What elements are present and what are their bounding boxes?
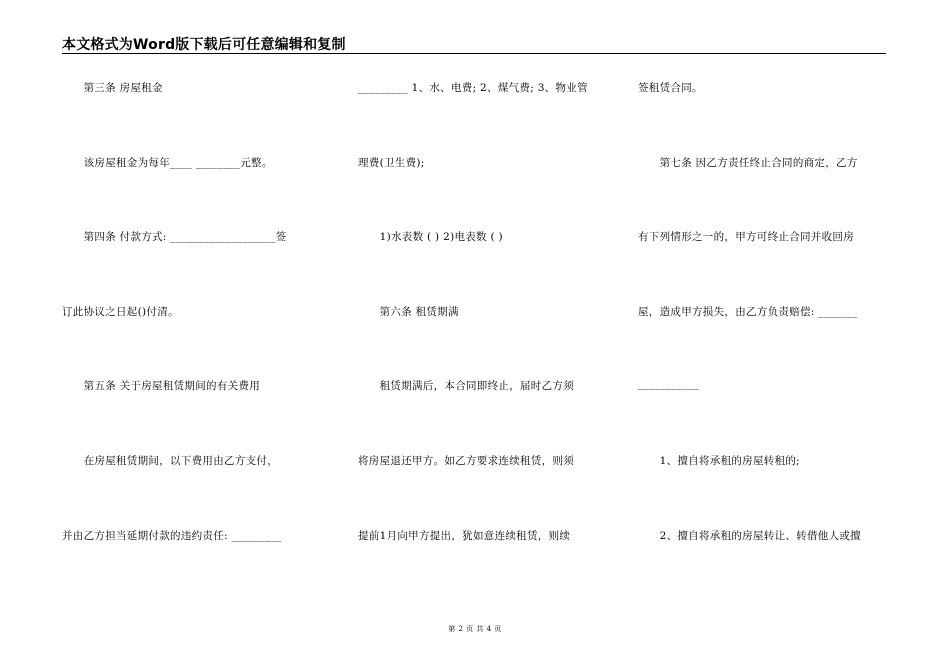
column-2-line-6: 将房屋退还甲方。如乙方要求连续租赁，则须 [358, 455, 574, 467]
column-3-line-3: 有下列情形之一的，甲方可终止合同并收回房 [638, 231, 854, 243]
column-1-line-1: 第三条 房屋租金 [62, 82, 163, 94]
column-3-line-2: 第七条 因乙方责任终止合同的商定，乙方 [638, 157, 858, 169]
column-2-line-3: 1)水表数 ( ) 2)电表数 ( ) [358, 231, 503, 243]
column-1-line-6: 在房屋租赁期间，以下费用由乙方支付， [62, 455, 278, 467]
header-divider [62, 53, 886, 54]
column-3-line-7: 2、擅自将承租的房屋转让、转借他人或擅 [638, 530, 861, 542]
column-2-line-2: 理费(卫生费); [358, 157, 425, 169]
column-1-line-4: 订此协议之日起()付清。 [62, 306, 179, 318]
column-3-line-4: 屋，造成甲方损失，由乙方负责赔偿: _______ [638, 306, 858, 318]
column-1-line-3: 第四条 付款方式: ___________________签 [62, 231, 287, 243]
column-2-line-1: _________ 1、水、电费; 2、煤气费; 3、物业管 [358, 82, 588, 94]
column-3-line-5: ___________ [638, 378, 700, 390]
column-1-line-2: 该房屋租金为每年____ ________元整。 [62, 157, 273, 169]
column-2-line-4: 第六条 租赁期满 [358, 306, 459, 318]
column-3-line-1: 签租赁合同。 [638, 82, 703, 94]
column-3-line-6: 1、擅自将承租的房屋转租的; [638, 455, 801, 467]
column-1-line-7: 并由乙方担当延期付款的违约责任: _________ [62, 530, 282, 542]
column-1-line-5: 第五条 关于房屋租赁期间的有关费用 [62, 380, 261, 392]
document-header-title: 本文格式为Word版下载后可任意编辑和复制 [62, 37, 346, 53]
column-2-line-5: 租赁期满后，本合同即终止，届时乙方须 [358, 380, 574, 392]
page-number-footer: 第 2 页 共 4 页 [448, 625, 502, 633]
column-2-line-7: 提前1月向甲方提出，犹如意连续租赁，则续 [358, 530, 571, 542]
